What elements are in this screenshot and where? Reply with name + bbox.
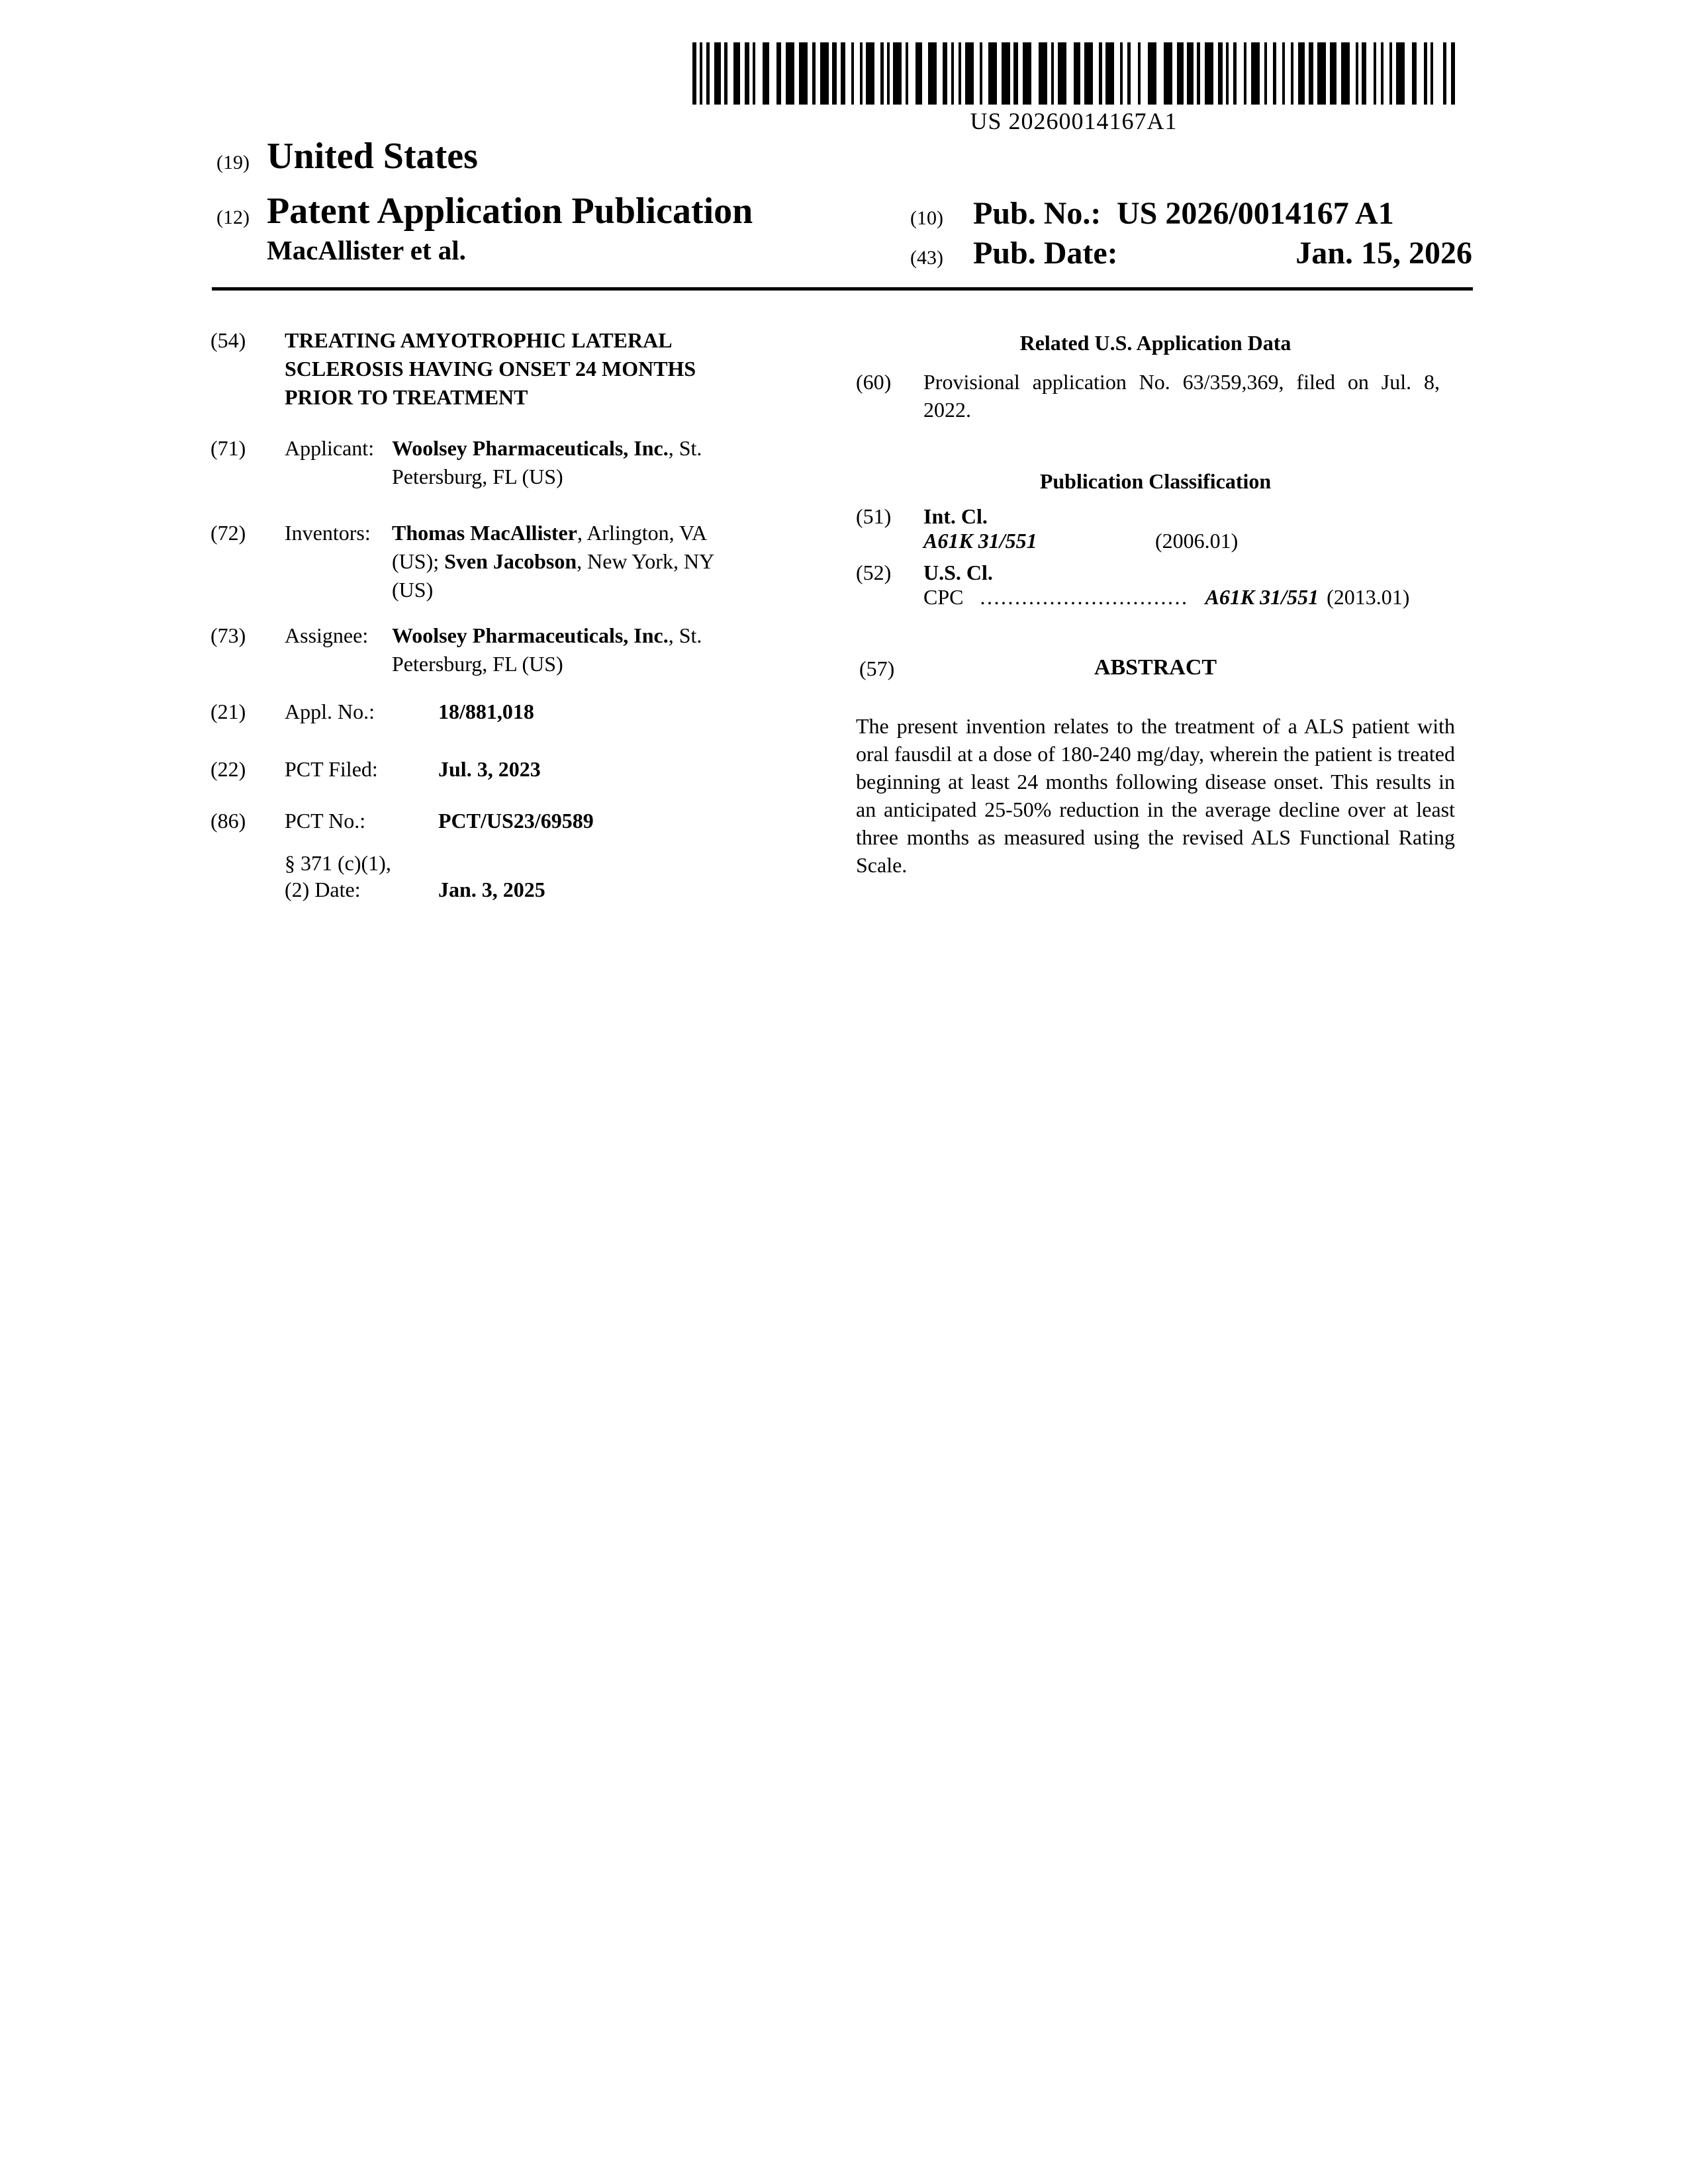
- field-code-43: (43): [910, 247, 943, 269]
- pub-date-value: Jan. 15, 2026: [1295, 236, 1472, 271]
- us-cl-label: U.S. Cl.: [923, 561, 993, 584]
- assignee-label: Assignee:: [285, 623, 369, 647]
- field-code-54: (54): [211, 328, 246, 352]
- inventors-label: Inventors:: [285, 521, 371, 545]
- barcode-number: US 20260014167A1: [970, 108, 1178, 134]
- document-type: Patent Application Publication: [267, 191, 753, 232]
- applicant-label: Applicant:: [285, 436, 375, 460]
- inventor-location-2: , New York, NY (US): [392, 549, 714, 602]
- field-code-71: (71): [211, 436, 246, 460]
- us-cl-row: [856, 559, 993, 586]
- abstract-heading-row: [856, 657, 1455, 679]
- pct-no-value: PCT/US23/69589: [438, 809, 594, 833]
- inventors-row: [211, 519, 736, 604]
- invention-title: TREATING AMYOTROPHIC LATERAL SCLEROSIS HAVING ONSET 24 MONTHS PRIOR TO TREATMENT: [285, 328, 696, 409]
- int-cl-class-line: [923, 530, 1238, 551]
- assignee-location: , St. Petersburg, FL (US): [392, 623, 702, 676]
- field-code-22: (22): [211, 757, 246, 781]
- field-code-57: (57): [859, 657, 895, 680]
- applicant-location: , St. Petersburg, FL (US): [392, 436, 702, 488]
- appl-no-row: [211, 698, 534, 726]
- assignee-value: [392, 621, 766, 678]
- author-line: MacAllister et al.: [267, 235, 466, 265]
- field-code-21: (21): [211, 700, 246, 723]
- abstract-heading: ABSTRACT: [1094, 655, 1217, 680]
- country-name: United States: [267, 136, 478, 177]
- inventor-name-2: Sven Jacobson: [444, 549, 577, 573]
- pct-filed-value: Jul. 3, 2023: [438, 757, 541, 781]
- publication-classification-heading: Publication Classification: [1039, 469, 1272, 493]
- applicant-value: [392, 434, 766, 491]
- pub-no-label: Pub. No.:: [973, 196, 1102, 231]
- sect-371-line: § 371 (c)(1),: [285, 851, 391, 875]
- abstract-text: The present invention relates to the treatment of a ALS patient with oral fausdil at a dose of 180-240 mg/day, wherein the patient is treated beginning at least 24 months following disease onset. This results in an anticipated 25-50% reduction in the average decline over at least three months as measured using the revised ALS Functional Rating Scale.: [856, 714, 1455, 877]
- int-cl-row: [856, 502, 988, 530]
- inventor-name-1: Thomas MacAllister: [392, 521, 577, 545]
- pct-no-label: PCT No.:: [285, 809, 366, 833]
- pub-date-label: Pub. Date:: [973, 236, 1118, 271]
- cpc-dot-leader: ..............................: [980, 585, 1189, 609]
- assignee-name: Woolsey Pharmaceuticals, Inc.: [392, 623, 669, 647]
- header-divider: [212, 287, 1473, 291]
- cpc-class-code: A61K 31/551: [1205, 585, 1319, 609]
- pub-no-value: US 2026/0014167 A1: [1117, 196, 1394, 231]
- barcode-icon: [692, 42, 1455, 105]
- field-code-60: (60): [856, 370, 892, 394]
- pct-no-row: [211, 807, 594, 835]
- applicant-name: Woolsey Pharmaceuticals, Inc.: [392, 436, 669, 460]
- sect-371-date-value: Jan. 3, 2025: [438, 878, 545, 901]
- field-code-12: (12): [216, 206, 250, 228]
- field-code-10: (10): [910, 207, 943, 229]
- cpc-version: (2013.01): [1327, 585, 1410, 609]
- appl-no-value: 18/881,018: [438, 700, 534, 723]
- pct-filed-row: [211, 755, 541, 784]
- field-code-72: (72): [211, 521, 246, 545]
- pct-filed-label: PCT Filed:: [285, 757, 378, 781]
- related-data-heading: Related U.S. Application Data: [1019, 331, 1291, 355]
- provisional-text: Provisional application No. 63/359,369, filed on Jul. 8, 2022.: [923, 370, 1440, 422]
- appl-no-label: Appl. No.:: [285, 700, 375, 723]
- int-cl-class-code: A61K 31/551: [923, 529, 1037, 553]
- assignee-row: [211, 621, 766, 678]
- sect-371-date-label: (2) Date:: [285, 878, 361, 901]
- sect-371-date-row: [285, 876, 545, 904]
- cpc-label: CPC: [923, 585, 964, 609]
- cpc-line: [923, 586, 1409, 608]
- field-code-19: (19): [216, 152, 250, 173]
- provisional-row: [856, 368, 1440, 424]
- field-code-73: (73): [211, 623, 246, 647]
- field-code-51: (51): [856, 504, 892, 528]
- applicant-row: [211, 434, 766, 491]
- field-code-86: (86): [211, 809, 246, 833]
- title-row: [211, 326, 781, 412]
- field-code-52: (52): [856, 561, 892, 584]
- inventors-value: [392, 519, 736, 604]
- int-cl-label: Int. Cl.: [923, 504, 988, 528]
- inventor-location-1: , Arlington, VA (US);: [392, 521, 706, 573]
- int-cl-version: (2006.01): [1155, 529, 1239, 553]
